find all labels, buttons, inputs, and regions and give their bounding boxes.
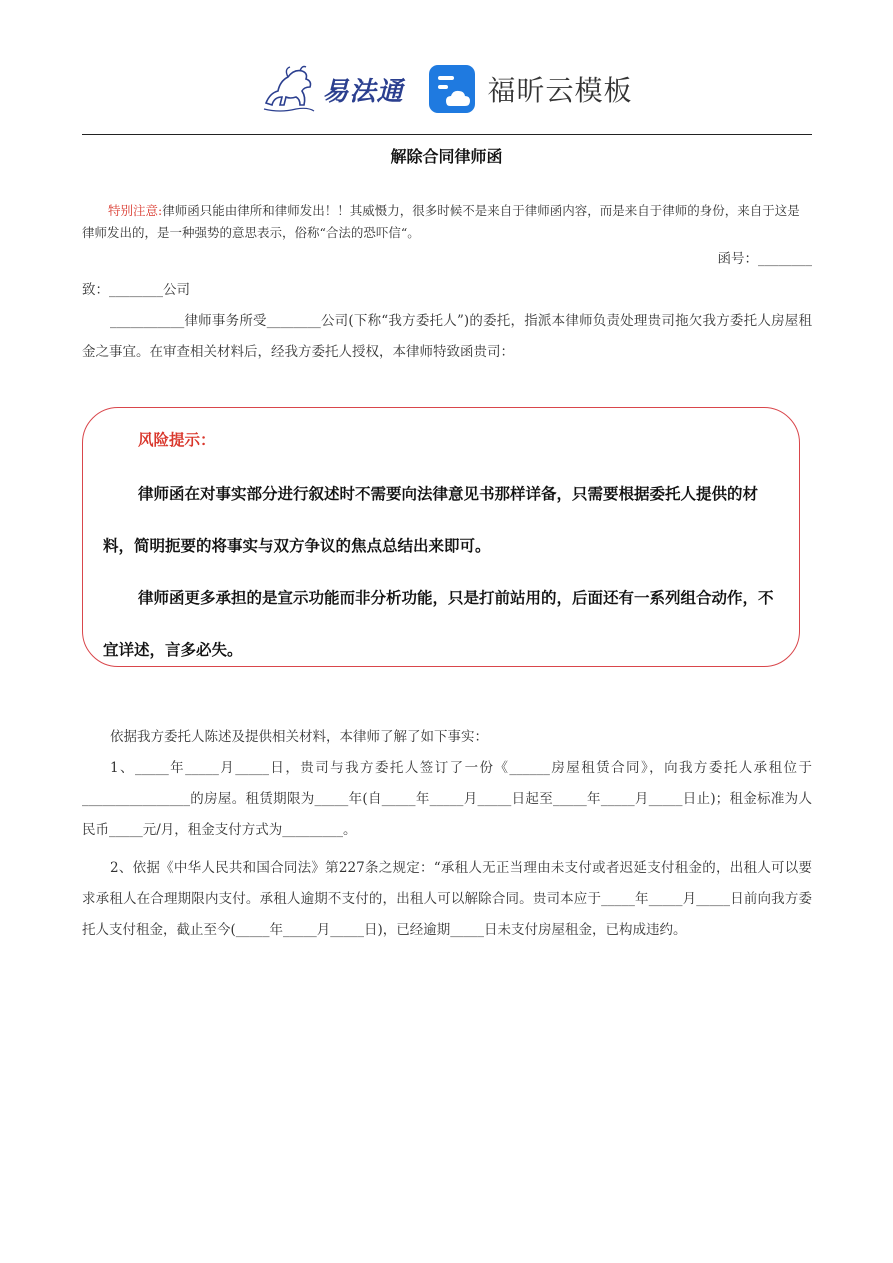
- recipient-line: 致：________公司: [82, 282, 190, 298]
- yifatong-logo: [260, 63, 403, 115]
- header-divider: [82, 134, 812, 135]
- qilin-icon: [260, 63, 318, 115]
- fact-item-1: 1、_____年_____月_____日，贵司与我方委托人签订了一份《______房屋租赁合同》，向我方委托人承租位于________________的房屋。租赁期限为_____年(自_____年_____月_____日起至_____年_____月_____日止)；租金标准为人民币_____元/月，租金支付方式为_________。: [82, 760, 812, 838]
- special-note: [82, 200, 812, 244]
- foxit-template-logo-text: 福昕云模板: [487, 74, 633, 107]
- facts-intro: 依据我方委托人陈述及提供相关材料，本律师了解了如下事实：: [110, 729, 488, 745]
- letter-reference-number: 函号：________: [717, 251, 812, 267]
- risk-notice-paragraph: 律师函更多承担的是宣示功能而非分析功能，只是打前站用的，后面还有一系列组合动作，不宜详述，言多必失。: [103, 589, 774, 659]
- risk-notice-title: 风险提示：: [138, 431, 216, 449]
- special-note-text: 律师函只能由律所和律师发出！！其威慑力，很多时候不是来自于律师函内容，而是来自于律师的身份，来自于这是律师发出的，是一种强势的意思表示，俗称“合法的恐吓信“。: [82, 203, 800, 240]
- cloud-document-icon: [428, 64, 478, 114]
- special-note-label: 特别注意:: [108, 203, 163, 218]
- fact-item-2: 2、依据《中华人民共和国合同法》第227条之规定：“承租人无正当理由未支付或者迟延支付租金的，出租人可以要求承租人在合理期限内支付。承租人逾期不支付的，出租人可以解除合同。贵司本应于_____年_____月_____日前向我方委托人支付租金，截止至今(_____年_____月_____日)，已经逾期_____日未支付房屋租金，已构成违约。: [82, 860, 812, 938]
- yifatong-logo-text: 易法通: [322, 76, 404, 107]
- page-header: [0, 58, 893, 120]
- risk-notice-box: [82, 407, 800, 667]
- foxit-template-logo: [428, 64, 633, 114]
- risk-notice-paragraph: 律师函在对事实部分进行叙述时不需要向法律意见书那样详备，只需要根据委托人提供的材料，简明扼要的将事实与双方争议的焦点总结出来即可。: [103, 485, 759, 555]
- document-title: 解除合同律师函: [390, 147, 503, 166]
- intro-paragraph: ___________律师事务所受________公司(下称“我方委托人”)的委托，指派本律师负责处理贵司拖欠我方委托人房屋租金之事宜。在审查相关材料后，经我方委托人授权，本律师特致函贵司：: [82, 313, 812, 360]
